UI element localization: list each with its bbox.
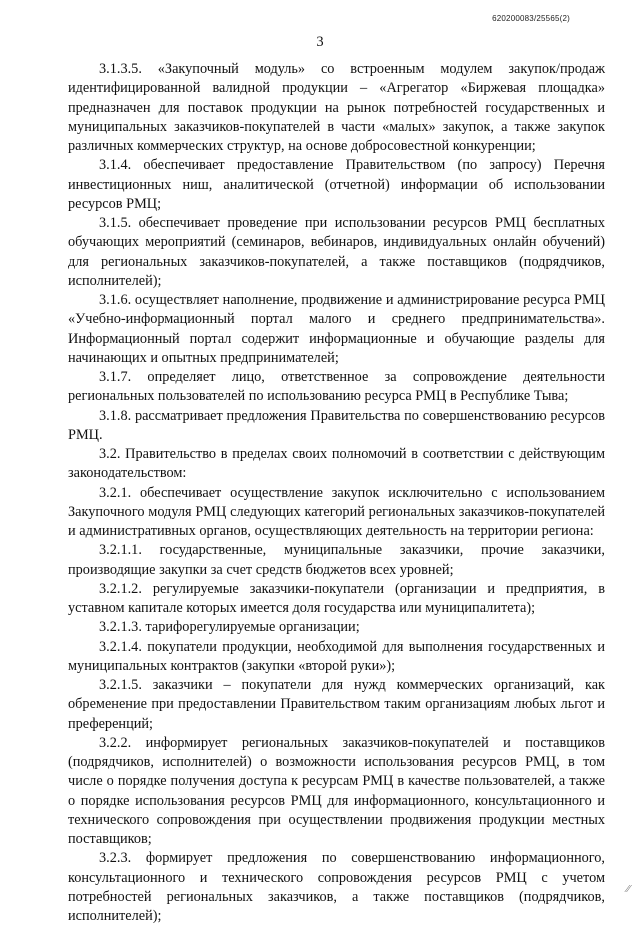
paragraph-3-2: 3.2. Правительство в пределах своих полномочий в соответствии с действующим законодательством: <box>68 446 605 482</box>
paragraph-3-2-2: 3.2.2. информирует региональных заказчиков-покупателей и поставщиков (подрядчиков, исполнителей) о возможности использования ресурсов РМЦ, в том числе о порядке получения доступа к ресурсам РМЦ в качестве пользователей, а также о порядке использования ресурсов РМЦ для информационного, консультационного и технического сопровождения при осуществлении продвижения продукции местных поставщиков; <box>68 734 605 847</box>
paragraph-3-2-1-1: 3.2.1.1. государственные, муниципальные заказчики, прочие заказчики, производящие закупки за счет средств бюджетов всех уровней; <box>68 542 605 578</box>
paragraph-3-2-1-2: 3.2.1.2. регулируемые заказчики-покупатели (организации и предприятия, в уставном капитале которых имеется доля государства или муниципалитета); <box>68 580 605 616</box>
corner-mark: ⁄⁄ <box>626 883 630 895</box>
paragraph-3-1-7: 3.1.7. определяет лицо, ответственное за сопровождение деятельности региональных пользователей по использованию ресурса РМЦ в Республике Тыва; <box>68 369 605 405</box>
paragraph-3-2-1-5: 3.2.1.5. заказчики – покупатели для нужд коммерческих организаций, как обременение при предоставлении Правительством таким организациям любых льгот и преференций; <box>68 677 605 732</box>
document-body <box>68 60 605 926</box>
paragraph-3-1-6: 3.1.6. осуществляет наполнение, продвижение и администрирование ресурса РМЦ «Учебно-информационный портал малого и среднего предпринимательства». Информационный портал содержит информационные и обучающие разделы для начинающих и опытных предпринимателей; <box>68 292 605 366</box>
paragraph-3-1-3-5: 3.1.3.5. «Закупочный модуль» со встроенным модулем закупок/продаж идентифицированной валидной продукции – «Агрегатор «Биржевая площадка» предназначен для поставок продукции на рынок потребностей государственных и муниципальных заказчиков-покупателей в части «малых» закупок, а также закупок различных коммерческих структур, на основе добросовестной конкуренции; <box>68 61 605 154</box>
paragraph-3-1-5: 3.1.5. обеспечивает проведение при использовании ресурсов РМЦ бесплатных обучающих мероприятий (семинаров, вебинаров, индивидуальных онлайн обучений) для региональных заказчиков-покупателей, а также поставщиков (подрядчиков, исполнителей); <box>68 215 605 289</box>
paragraph-3-2-1-4: 3.2.1.4. покупатели продукции, необходимой для выполнения государственных и муниципальных контрактов (закупки «второй руки»); <box>68 638 605 674</box>
document-id: 620200083/25565(2) <box>492 14 570 23</box>
paragraph-3-1-8: 3.1.8. рассматривает предложения Правительства по совершенствованию ресурсов РМЦ. <box>68 407 605 443</box>
page-number: 3 <box>316 34 324 50</box>
paragraph-3-2-3: 3.2.3. формирует предложения по совершенствованию информационного, консультационного и технического сопровождения ресурсов РМЦ с учетом потребностей региональных заказчиков, а также поставщиков (подрядчиков, исполнителей); <box>68 850 605 924</box>
paragraph-3-1-4: 3.1.4. обеспечивает предоставление Правительством (по запросу) Перечня инвестиционных ниш, аналитической (отчетной) информации об использовании ресурсов РМЦ; <box>68 157 605 212</box>
paragraph-3-2-1: 3.2.1. обеспечивает осуществление закупок исключительно с использованием Закупочного модуля РМЦ следующих категорий региональных заказчиков-покупателей и административных органов, осуществляющих деятельность на территории региона: <box>68 484 605 539</box>
paragraph-3-2-1-3: 3.2.1.3. тарифорегулируемые организации; <box>99 619 360 636</box>
